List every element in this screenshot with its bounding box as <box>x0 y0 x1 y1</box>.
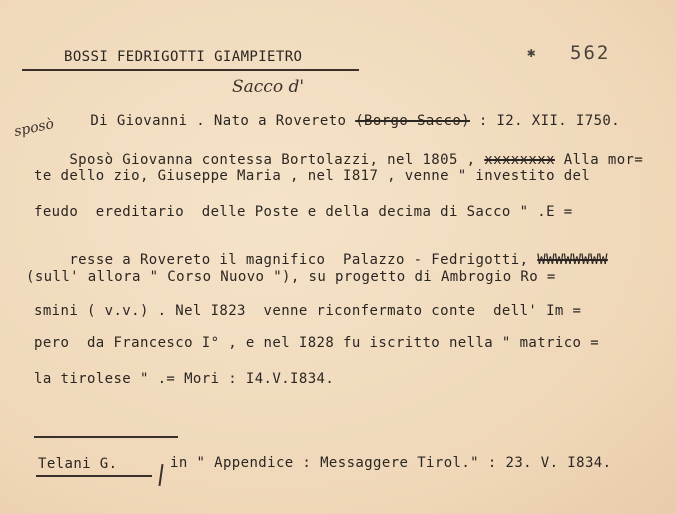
body-line-6: (sull' allora " Corso Nuovo "), su progetto di Ambrogio Ro = <box>26 269 556 285</box>
body-line-3: te dello zio, Giuseppe Maria , nel I817 , venne " investito del <box>34 168 591 184</box>
body-line-1-pre: Di Giovanni . Nato a Rovereto <box>90 113 356 129</box>
author-underline <box>36 475 152 477</box>
source-author: Telani G. <box>38 456 118 472</box>
source-reference: in " Appendice : Messaggere Tirol." : 23. V. I834. <box>170 455 612 471</box>
card-number: 562 <box>570 42 611 64</box>
body-line-5-struck: WWWWWWWW <box>537 252 608 268</box>
body-line-7: smini ( v.v.) . Nel I823 venne riconfermato conte dell' Im = <box>34 303 582 319</box>
person-name: BOSSI FEDRIGOTTI GIAMPIETRO <box>64 49 303 65</box>
body-line-4: feudo ereditario delle Poste e della decima di Sacco " .E = <box>34 204 573 220</box>
body-line-2-struck: xxxxxxxx <box>484 152 555 168</box>
separator-tick <box>158 464 163 486</box>
asterisk-mark: ✱ <box>527 45 536 61</box>
footer-separator <box>34 436 178 438</box>
body-line-2-post: Alla mor= <box>554 152 644 168</box>
body-line-1-post: : I2. XII. I750. <box>469 113 621 129</box>
header-underline <box>22 69 359 71</box>
body-line-1-struck: (Borgo Sacco) <box>355 113 470 129</box>
body-line-5-pre: resse a Rovereto il magnifico Palazzo - Fedrigotti, <box>69 252 538 268</box>
handwritten-sposo-note: sposò <box>12 115 56 141</box>
body-line-9: la tirolese " .= Mori : I4.V.I834. <box>34 371 335 387</box>
body-line-2-pre: Sposò Giovanna contessa Bortolazzi, nel 1805 , <box>69 152 485 168</box>
handwritten-sacco-note: Sacco d' <box>232 77 305 97</box>
body-line-8: pero da Francesco I° , e nel I828 fu iscritto nella " matrico = <box>34 335 600 351</box>
